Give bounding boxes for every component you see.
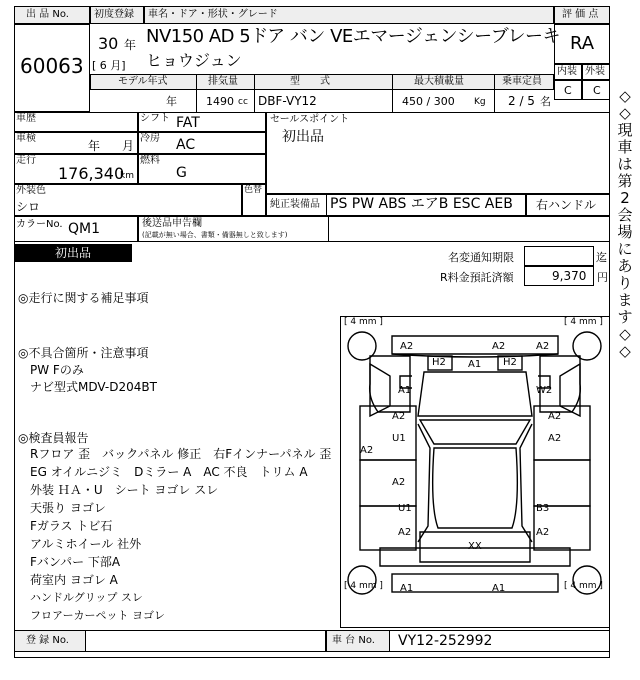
tire-depth-top-left: [ 4 mm ]: [344, 317, 383, 327]
ac-label: 冷房: [140, 133, 160, 144]
inspector-line: アルミホイール 社外: [30, 537, 142, 551]
recycle-label: R料金預託済額: [440, 271, 514, 284]
chassis-number: VY12-252992: [398, 633, 493, 649]
history-label: 車歴: [16, 113, 36, 124]
chassis-label: 車 台 No.: [332, 635, 375, 646]
inspection-label: 車検: [16, 133, 36, 144]
displacement-value: 1490: [206, 95, 234, 108]
inspector-line: Fバンパー 下部A: [30, 555, 121, 569]
mark-front-center: A2: [492, 341, 506, 352]
mark-right-a2-b: A2: [548, 433, 562, 444]
car-name-line2: ヒョウジュン: [146, 51, 242, 70]
reg-month: [ 6 月]: [92, 59, 126, 72]
exterior-value: C: [593, 84, 601, 97]
equipment-value: PS PW ABS エアB ESC AEB: [330, 196, 513, 212]
mark-right-a2-c: A2: [536, 527, 550, 538]
mark-rear-center: A1: [492, 583, 506, 594]
lot-label: 出 品 No.: [26, 9, 69, 20]
mark-front-right: A2: [536, 341, 550, 352]
inspector-line: EG オイルニジミ Dミラー A AC 不良 トリム A: [30, 465, 308, 479]
inspector-line: Rフロア 歪 バックパネル 修正 右Fインナーパネル 歪: [30, 447, 332, 461]
mark-right-b3: B3: [536, 503, 550, 514]
mark-headlight-left: H2: [432, 357, 446, 368]
exterior-label: 外装: [585, 66, 605, 77]
lot-number: 60063: [20, 54, 84, 78]
max-load-label: 最大積載量: [414, 76, 464, 87]
mileage-unit: km: [120, 171, 134, 181]
inspector-title: ◎検査員報告: [18, 431, 89, 445]
inspector-line: ハンドルグリップ スレ: [30, 591, 143, 604]
sales-point-label: セールスポイント: [270, 114, 350, 125]
inspector-line: 外装 ＨＡ・U シート ヨゴレ スレ: [30, 483, 219, 497]
inspector-line: 天張り ヨゴレ: [30, 501, 106, 515]
equipment-label: 純正装備品: [270, 199, 320, 210]
mark-rear-xx: XX: [468, 541, 482, 552]
mark-left-u1-a: U1: [392, 433, 406, 444]
tire-depth-top-right: [ 4 mm ]: [564, 317, 603, 327]
reg-label: 初度登録: [94, 9, 134, 20]
name-change-unit: 迄: [596, 251, 607, 264]
inspection-month: 月: [122, 139, 135, 153]
color-no-label: カラーNo.: [16, 219, 63, 230]
mark-left-front-door: A2: [392, 411, 406, 422]
mark-left-fender: A1: [398, 385, 412, 396]
recycle-amount: 9,370: [552, 269, 587, 283]
displacement-label: 排気量: [208, 76, 238, 87]
ext-color-label: 外装色: [16, 185, 46, 196]
score-value: RA: [570, 33, 595, 54]
mark-headlight-right: H2: [503, 357, 517, 368]
score-label: 評 価 点: [562, 9, 599, 20]
model-year-unit: 年: [166, 95, 177, 108]
defect-line: ナビ型式MDV-D204BT: [30, 380, 157, 394]
tire-depth-bottom-right: [ 4 mm ]: [564, 581, 603, 591]
steering-value: 右ハンドル: [536, 198, 597, 212]
type-label: 型 式: [290, 76, 330, 87]
mark-right-front-door: A2: [548, 411, 562, 422]
driving-notes-title: ◎走行に関する補足事項: [18, 291, 149, 305]
mark-rear-left: A1: [400, 583, 414, 594]
color-change-label: 色替: [244, 185, 263, 195]
capacity-unit: 名: [540, 95, 551, 108]
model-year-label: モデル年式: [118, 76, 168, 87]
mark-left-a2-b: A2: [360, 445, 374, 456]
first-listing-badge: 初出品: [14, 244, 132, 262]
retrofit-note: (記載が無い場合、書類・備器無しと致します): [142, 231, 288, 239]
displacement-unit: cc: [238, 97, 248, 107]
venue-note: ◇◇現車は第2会場にあります◇◇: [617, 87, 633, 360]
car-name-line1: NV150 AD 5ドア バン VEエマージェンシーブレーキ: [146, 26, 561, 47]
defects-title: ◎不具合箇所・注意事項: [18, 346, 149, 360]
type-value: DBF-VY12: [258, 94, 317, 108]
interior-value: C: [564, 84, 572, 97]
ext-color-cell: [14, 184, 242, 216]
name-change-label: 名変通知期限: [448, 251, 514, 264]
mark-left-a2-c: A2: [392, 477, 406, 488]
fuel-label: 燃料: [140, 155, 160, 166]
shift-label: シフト: [140, 113, 170, 124]
color-no-value: QM1: [68, 221, 101, 237]
mileage-value: 176,340: [58, 164, 125, 183]
name-change-box: [524, 246, 594, 266]
mark-hood: A1: [468, 359, 482, 370]
interior-label: 内装: [557, 66, 577, 77]
name-label: 車名・ドア・形状・グレード: [148, 9, 278, 20]
tire-depth-bottom-left: [ 4 mm ]: [344, 581, 383, 591]
reg-no-label: 登 録 No.: [26, 635, 69, 646]
inspector-line: Fガラス トビ石: [30, 519, 113, 533]
inspection-year: 年: [88, 139, 101, 153]
capacity-label: 乗車定員: [502, 76, 542, 87]
fuel-value: G: [176, 165, 187, 181]
mark-front-left: A2: [400, 341, 414, 352]
mark-left-u1-b: U1: [398, 503, 412, 514]
inspector-line: 荷室内 ヨゴレ A: [30, 573, 118, 587]
retrofit-label: 後送品申告欄: [142, 218, 202, 229]
ext-color-value: シロ: [16, 200, 41, 214]
max-load-value: 450 / 300: [402, 95, 455, 108]
defect-line: PW Fのみ: [30, 363, 84, 377]
capacity-value: 2 / 5: [508, 94, 535, 108]
reg-year-unit: 年: [124, 38, 137, 52]
sales-point-value: 初出品: [282, 129, 324, 145]
inspector-line: フロアーカーペット ヨゴレ: [30, 609, 165, 622]
max-load-unit: Kg: [474, 97, 486, 107]
shift-value: FAT: [176, 115, 200, 131]
ac-value: AC: [176, 137, 196, 153]
mileage-label: 走行: [16, 155, 36, 166]
mark-left-a2-d: A2: [398, 527, 412, 538]
mark-right-fender: W2: [536, 385, 553, 396]
recycle-unit: 円: [597, 271, 608, 284]
reg-year: 30: [98, 34, 119, 53]
